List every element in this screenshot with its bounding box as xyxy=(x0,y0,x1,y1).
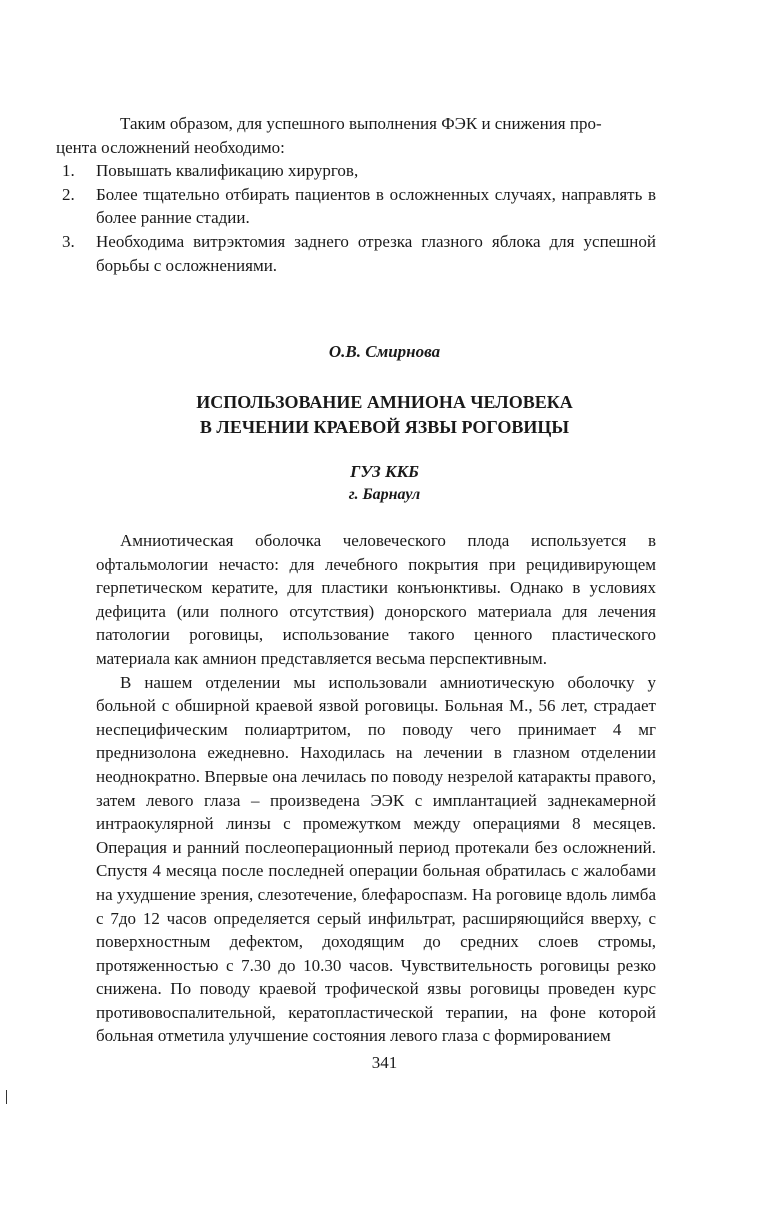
scan-margin-mark xyxy=(6,1090,7,1104)
article-title-line: ИСПОЛЬЗОВАНИЕ АМНИОНА ЧЕЛОВЕКА xyxy=(196,392,573,412)
article-body xyxy=(96,529,656,1048)
list-item-number: 3. xyxy=(62,231,75,251)
list-item-text: Необходима витрэктомия заднего отрезка глазного яблока для успешной борьбы с осложнениями. xyxy=(96,231,656,275)
intro-lead: Таким образом, для успешного выполнения ФЭК и снижения про- xyxy=(120,114,602,133)
conclusion-list xyxy=(62,159,656,277)
page-number: 341 xyxy=(371,1053,398,1072)
list-item-number: 2. xyxy=(62,184,75,204)
list-item-text: Повышать квалификацию хирургов, xyxy=(96,161,359,181)
body-paragraph: В нашем отделении мы использовали амниотическую оболочку у больной с обширной краевой язвой роговицы. Больная М., 56 лет, страдает неспецифическим полиартритом, по поводу чего принимает 4 мг преднизолона ежедневно. Находилась на лечении в глазном отделении неоднократно. Впервые она лечилась по поводу незрелой катаракты правого, затем левого глаза – произведена ЭЭК с имплантацией заднекамерной интраокулярной линзы с промежутком между операциями 8 месяцев. Операция и ранний послеоперационный период протекали без осложнений. Спустя 4 месяца после последней операции больная обратилась с жалобами на ухудшение зрения, слезотечение, блефароспазм. На роговице вдоль лимба с 7до 12 часов определяется серый инфильтрат, расширяющийся вверху, с поверхностным дефектом, доходящим до средних слоев стромы, протяженностью с 7.30 до 10.30 часов. Чувствительность роговицы резко снижена. По поводу краевой трофической язвы роговицы проведен курс противовоспалительной, кератопластической терапии, на фоне которой больная отметила улучшение состояния левого глаза с формированием xyxy=(96,672,656,1046)
intro-section xyxy=(56,112,656,277)
article-title xyxy=(0,390,769,440)
intro-lead-continuation: цента осложнений необходимо: xyxy=(56,137,285,157)
list-item xyxy=(62,183,656,230)
article-author: О.В. Смирнова xyxy=(328,342,441,361)
body-paragraph: Амниотическая оболочка человеческого плода используется в офтальмологии нечасто: для лечебного покрытия при рецидивирующем герпетическом кератите, для пластики конъюнктивы. Однако в условиях дефицита (или полного отсутствия) донорского материала для лечения патологии роговицы, использование такого ценного пластического материала как амнион представляется весьма перспективным. xyxy=(96,531,656,668)
institution: ГУЗ ККБ xyxy=(350,462,419,481)
list-item-text: Более тщательно отбирать пациентов в осложненных случаях, направлять в более ранние стадии. xyxy=(96,184,656,228)
article-title-line: В ЛЕЧЕНИИ КРАЕВОЙ ЯЗВЫ РОГОВИЦЫ xyxy=(199,417,570,437)
list-item xyxy=(62,159,656,183)
list-item-number: 1. xyxy=(62,161,75,181)
city: г. Барнаул xyxy=(348,486,421,503)
list-item xyxy=(62,230,656,277)
